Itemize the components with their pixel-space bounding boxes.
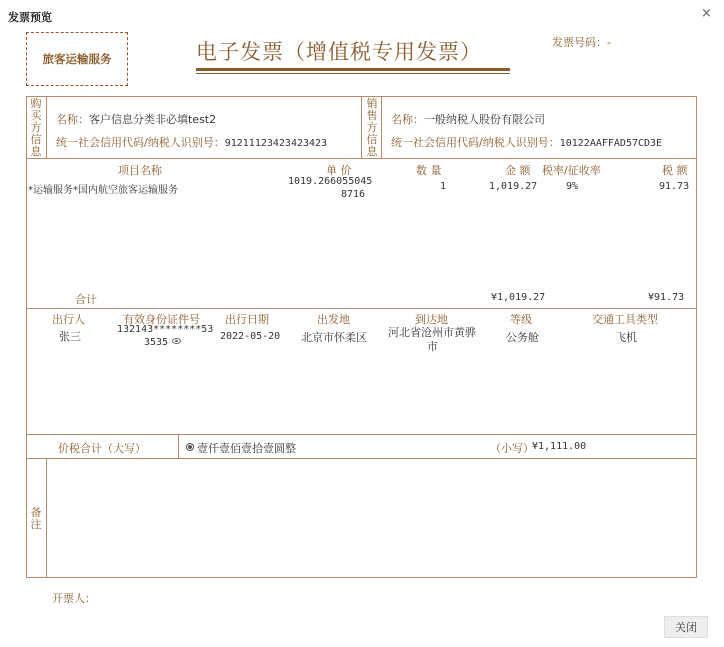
issuer-label: 开票人：	[52, 592, 96, 605]
vehicle-type: 飞机	[615, 331, 637, 344]
remarks-divider	[46, 458, 47, 578]
buyer-label-divider	[46, 96, 47, 158]
items-divider	[26, 308, 697, 309]
item-unit-price-line2: 8716	[341, 189, 366, 200]
service-type-badge: 旅客运输服务	[26, 32, 128, 86]
total-lower-label: （小写）	[490, 442, 534, 455]
item-tax-rate: 9%	[566, 181, 579, 192]
seller-name	[391, 111, 545, 127]
destination-line1: 河北省沧州市黄骅	[388, 326, 476, 339]
items-total-label: 合计	[75, 293, 97, 306]
buyer-name	[56, 111, 216, 127]
header-class: 等级	[510, 313, 532, 326]
header-amount: 金 额	[505, 164, 531, 177]
title-underline	[196, 68, 510, 71]
total-top-divider	[26, 434, 697, 435]
header-id-number: 有效身份证件号	[123, 313, 200, 326]
items-total-amount: ¥1,019.27	[491, 292, 546, 303]
destination-line2: 市	[427, 340, 438, 353]
title-underline-thin	[196, 73, 510, 74]
item-unit-price-line1: 1019.266055045	[288, 176, 373, 187]
seller-name-value: 一般纳税人股份有限公司	[424, 113, 545, 126]
traveler-id-line1: 132143********53	[117, 324, 214, 335]
header-unit-price: 单 价	[326, 164, 352, 177]
total-upper-label: 价税合计（大写）	[58, 442, 146, 455]
items-total-tax: ¥91.73	[648, 292, 685, 303]
seller-section-label: 销售方信息	[366, 97, 378, 158]
buyer-name-label: 名称：	[56, 113, 89, 126]
close-button[interactable]: 关闭	[664, 616, 708, 638]
item-amount: 1,019.27	[489, 181, 538, 192]
header-vehicle: 交通工具类型	[592, 313, 658, 326]
remarks-label: 备注	[30, 506, 42, 531]
travel-class: 公务舱	[506, 331, 539, 344]
total-upper-value: 壹仟壹佰壹拾壹圆整	[197, 442, 296, 455]
header-travel-date: 出行日期	[225, 313, 269, 326]
seller-tax-label: 统一社会信用代码/纳税人识别号：	[391, 136, 560, 149]
invoice-number: 发票号码：-	[552, 36, 611, 49]
traveler-id-line2: 3535	[144, 337, 169, 348]
buyer-section-label: 购买方信息	[30, 97, 42, 158]
departure-place: 北京市怀柔区	[301, 331, 367, 344]
party-divider	[26, 158, 697, 159]
seller-tax-id	[391, 134, 662, 150]
party-middle-divider	[361, 96, 362, 158]
close-icon[interactable]: ×	[701, 6, 712, 21]
item-quantity: 1	[440, 181, 447, 192]
invoice-title: 电子发票（增值税专用发票）	[196, 40, 482, 64]
dialog-title: 发票预览	[8, 11, 52, 24]
item-tax: 91.73	[659, 181, 690, 192]
header-tax: 税 额	[662, 164, 688, 177]
seller-name-label: 名称：	[391, 113, 424, 126]
traveler-name: 张三	[59, 330, 81, 343]
header-traveler: 出行人	[52, 313, 85, 326]
header-quantity: 数 量	[416, 164, 442, 177]
buyer-tax-id	[56, 134, 327, 150]
item-name: *运输服务*国内航空旅客运输服务	[28, 185, 178, 196]
total-bottom-divider	[26, 458, 697, 459]
seller-label-divider	[381, 96, 382, 158]
total-divider	[178, 434, 179, 458]
header-destination: 到达地	[415, 313, 448, 326]
eye-icon[interactable]	[172, 338, 181, 344]
buyer-tax-value: 91211123423423423	[224, 138, 328, 149]
buyer-name-value: 客户信息分类非必填test2	[89, 113, 217, 126]
travel-date: 2022-05-20	[220, 331, 281, 342]
total-lower-value: ¥1,111.00	[532, 441, 587, 452]
header-item-name: 项目名称	[118, 164, 162, 177]
seller-tax-value: 10122AAFFAD57CD3E	[559, 138, 663, 149]
header-departure: 出发地	[317, 313, 350, 326]
circle-x-icon	[186, 443, 194, 451]
header-tax-rate: 税率/征收率	[542, 164, 601, 177]
buyer-tax-label: 统一社会信用代码/纳税人识别号：	[56, 136, 225, 149]
